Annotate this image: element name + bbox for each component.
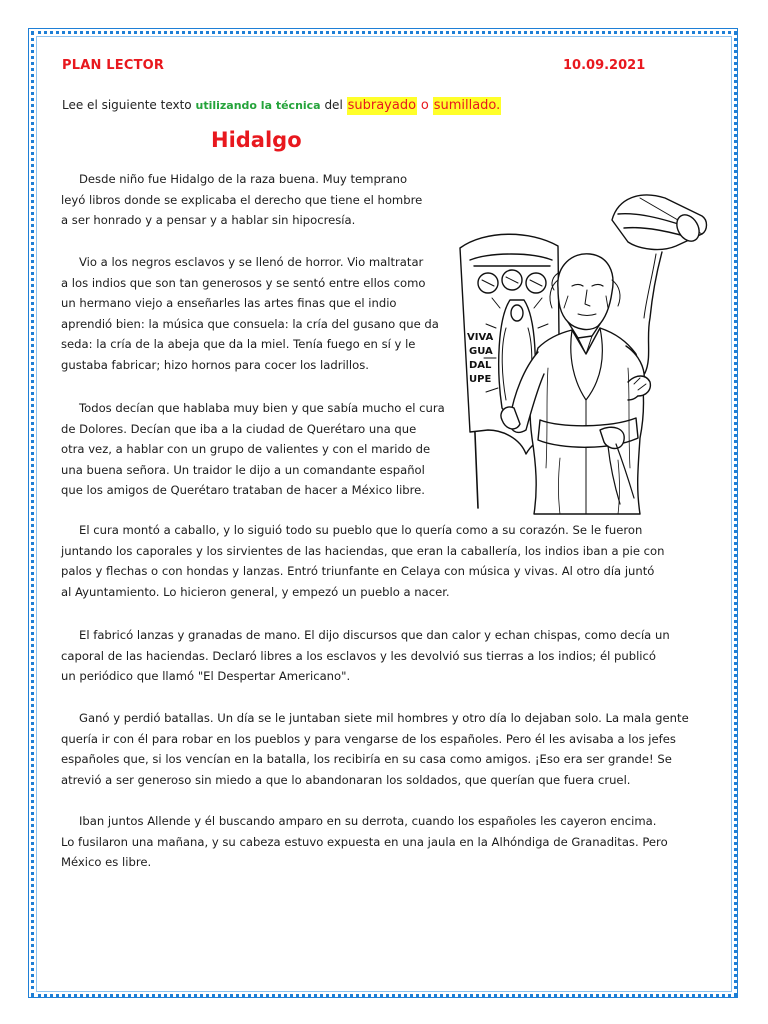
paragraph-line: leyó libros donde se explicaba el derecho que tiene el hombre: [61, 192, 423, 207]
instruction-line: [62, 98, 501, 113]
plan-lector-heading: PLAN LECTOR: [62, 58, 165, 73]
paragraph-6: [61, 708, 689, 790]
paragraph-line: El cura montó a caballo, y lo siguió todo su pueblo que lo quería como a su corazón. Se le fueron: [79, 523, 643, 537]
paragraph-line: palos y flechas o con hondas y lanzas. Entró triunfante en Celaya con música y vivas. Al otro día juntó: [61, 564, 655, 579]
highlight-subrayado: subrayado: [347, 98, 417, 113]
paragraph-line: El fabricó lanzas y granadas de mano. El dijo discursos que dan calor y echan chispas, como decía un: [79, 628, 670, 642]
paragraph-line: gustaba fabricar; hizo hornos para cocer los ladrillos.: [61, 357, 369, 372]
paragraph-line: españoles que, si los vencían en la batalla, los recibiría en su casa como amigos. ¡Eso era ser grande! Se: [61, 752, 672, 767]
banner-text-2: GUA: [469, 346, 493, 357]
paragraph-line: caporal de las haciendas. Declaró libres a los esclavos y les devolvió sus tierras a los indios; él publicó: [61, 648, 656, 663]
date-label: 10.09.2021: [563, 58, 646, 73]
instruction-middle: del: [324, 98, 343, 112]
hidalgo-illustration: [440, 168, 730, 518]
paragraph-line: Desde niño fue Hidalgo de la raza buena. Muy temprano: [79, 172, 408, 186]
paragraph-line: a ser honrado y a pensar y a hablar sin hipocresía.: [61, 213, 356, 228]
paragraph-7: [61, 811, 668, 873]
paragraph-5: [61, 625, 670, 687]
bell-icon: [612, 195, 707, 250]
banner-text-3: DAL: [469, 360, 492, 371]
paragraph-line: seda: la cría de la abeja que da la miel. Tenía fuego en sí y le: [61, 337, 416, 352]
instruction-prefix: Lee el siguiente texto: [62, 98, 192, 112]
paragraph-line: de Dolores. Decían que iba a la ciudad de Querétaro una que: [61, 421, 417, 436]
paragraph-2: [61, 252, 439, 376]
banner-text-1: VIVA: [467, 332, 494, 343]
paragraph-line: juntando los caporales y los sirvientes de las haciendas, que eran la caballería, los indios iban a pie con: [61, 543, 665, 558]
banner-text-4: UPE: [469, 374, 492, 385]
paragraph-1: [61, 169, 422, 231]
paragraph-line: quería ir con él para robar en los pueblos y para vengarse de los españoles. Pero él les avisaba a los jefes: [61, 731, 676, 746]
paragraph-line: Lo fusilaron una mañana, y su cabeza estuvo expuesta en una jaula en la Alhóndiga de Granaditas. Pero: [61, 834, 668, 849]
paragraph-3: [61, 398, 445, 501]
story-title: Hidalgo: [211, 128, 302, 152]
paragraph-line: Ganó y perdió batallas. Un día se le juntaban siete mil hombres y otro día lo dejaban solo. La mala gente: [79, 711, 689, 725]
instruction-technique: utilizando la técnica: [195, 99, 321, 112]
paragraph-line: una buena señora. Un traidor le dijo a un comandante español: [61, 462, 425, 477]
paragraph-line: otra vez, a hablar con un grupo de valientes y con el marido de: [61, 442, 431, 457]
paragraph-line: un hermano viejo a enseñarles las artes finas que el indio: [61, 296, 397, 311]
paragraph-line: que los amigos de Querétaro trataban de hacer a México libre.: [61, 483, 425, 498]
paragraph-line: un periódico que llamó "El Despertar Americano".: [61, 669, 351, 684]
paragraph-line: Vio a los negros esclavos y se llenó de horror. Vio maltratar: [79, 255, 424, 269]
paragraph-line: al Ayuntamiento. Lo hicieron general, y empezó un pueblo a nacer.: [61, 584, 450, 599]
paragraph-line: atrevió a ser generoso sin miedo a que lo abandonaran los soldados, que querían que fuera cruel.: [61, 772, 631, 787]
paragraph-line: México es libre.: [61, 855, 152, 870]
paragraph-line: Todos decían que hablaba muy bien y que sabía mucho el cura: [79, 401, 445, 415]
paragraph-line: aprendió bien: la música que consuela: la cría del gusano que da: [61, 316, 439, 331]
highlight-sumillado: sumillado.: [433, 98, 501, 113]
paragraph-line: a los indios que son tan generosos y se sentó entre ellos como: [61, 275, 426, 290]
instruction-connector: o: [420, 98, 429, 113]
paragraph-line: Iban juntos Allende y él buscando amparo en su derrota, cuando los españoles les cayeron encima.: [79, 814, 657, 828]
paragraph-4: [61, 520, 664, 602]
